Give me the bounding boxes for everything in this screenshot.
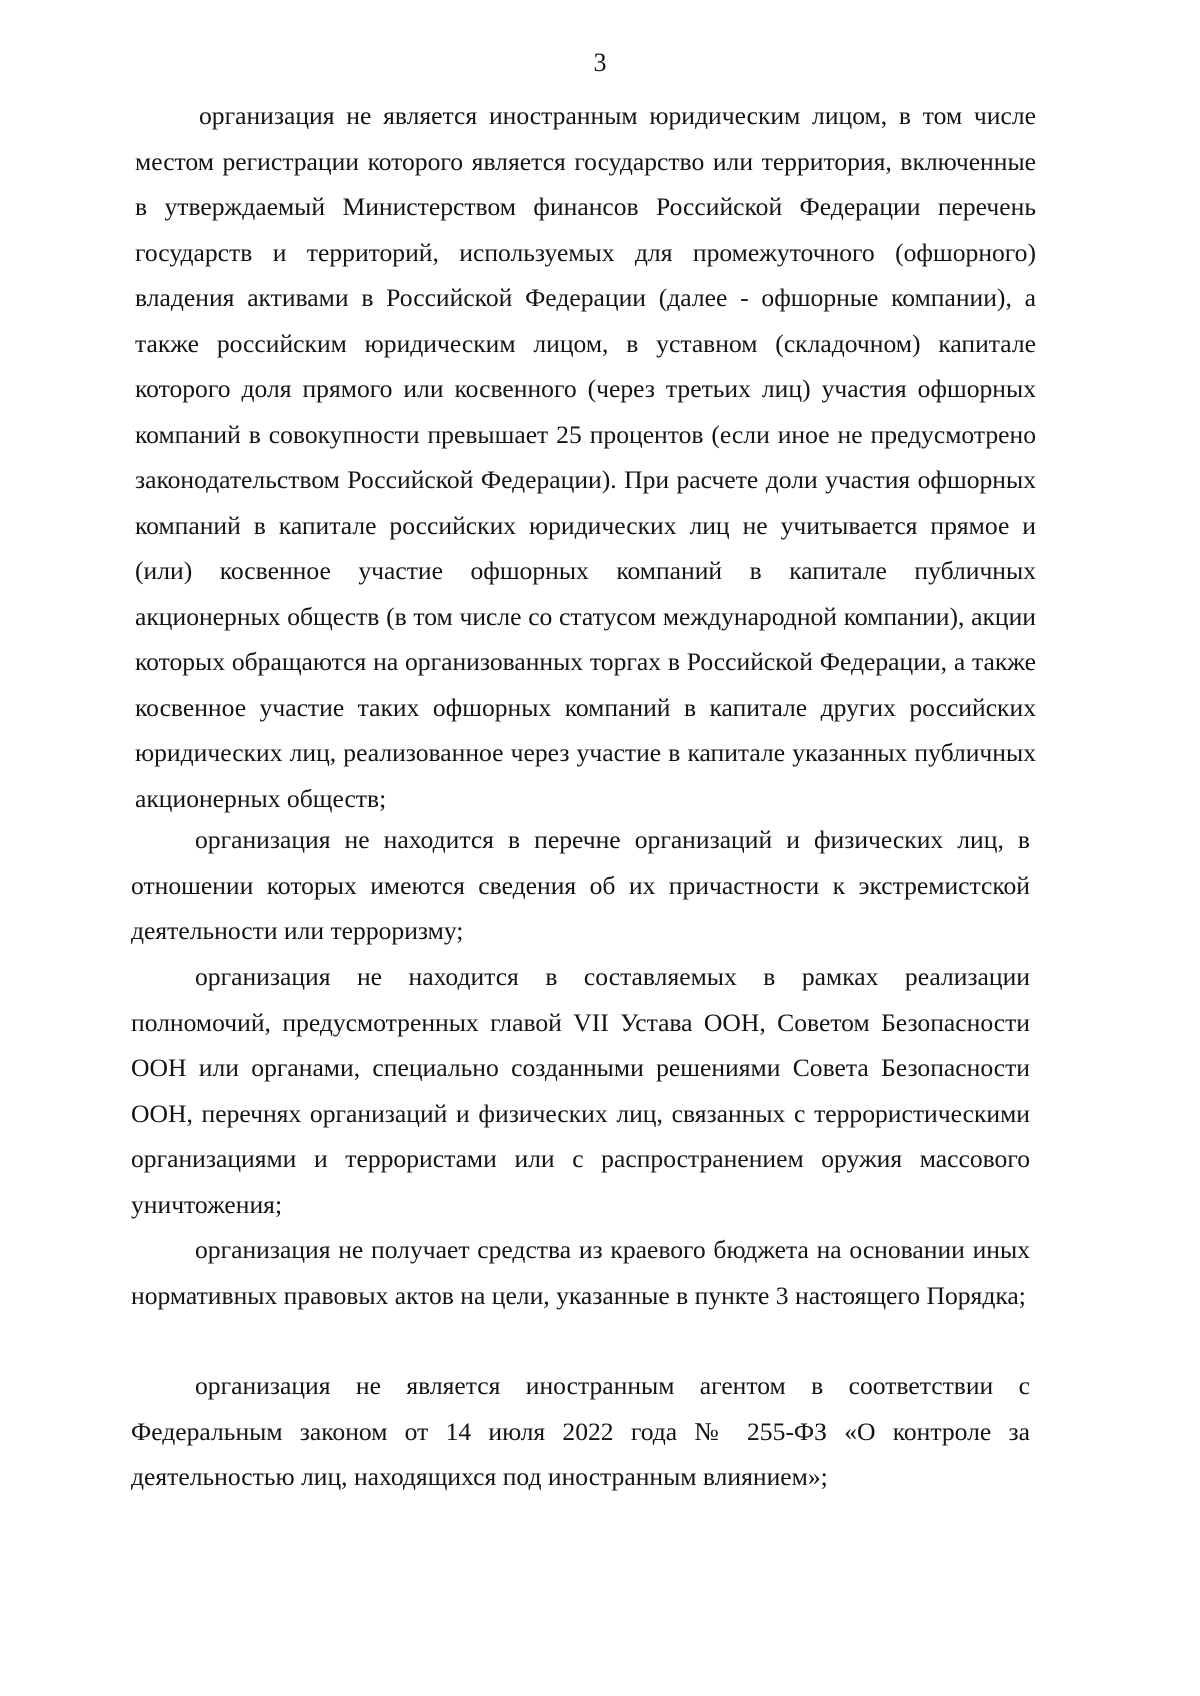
paragraph-regional-budget: организация не получает средства из краевого бюджета на основании иных нормативных правовых актов на цели, указанные в пункте 3 настоящего Порядка; xyxy=(131,1235,1030,1310)
paragraph-extremism-list: организация не находится в перечне организаций и физических лиц, в отношении которых имеются сведения об их причастности к экстремистской деятельности или терроризму; xyxy=(131,825,1030,945)
paragraph-un-sanctions-list: организация не находится в составляемых в рамках реализации полномочий, предусмотренных главой VII Устава ООН, Советом Безопасности ООН или органами, специально созданными решениями Совета Безопасности ООН, перечнях организаций и физических лиц, связанных с террористическими организациями и террористами или с распространением оружия массового уничтожения; xyxy=(131,962,1030,1219)
page-number: 3 xyxy=(593,48,607,77)
paragraph-offshore-companies: организация не является иностранным юридическим лицом, в том числе местом регистрации которого является государство или территория, включенные в утверждаемый Министерством финансов Российской Федерации перечень государств и территорий, используемых для промежуточного (офшорного) владения активами в Российской Федерации (далее - офшорные компании), а также российским юридическим лицом, в уставном (складочном) капитале которого доля прямого или косвенного (через третьих лиц) участия офшорных компаний в совокупности превышает 25 процентов (если иное не предусмотрено законодательством Российской Федерации). При расчете доли участия офшорных компаний в капитале российских юридических лиц не учитывается прямое и (или) косвенное участие офшорных компаний в капитале публичных акционерных обществ (в том числе со статусом международной компании), акции которых обращаются на организованных торгах в Российской Федерации, а также косвенное участие таких офшорных компаний в капитале других российских юридических лиц, реализованное через участие в капитале указанных публичных акционерных обществ; xyxy=(135,101,1036,813)
paragraph-foreign-agent: организация не является иностранным агентом в соответствии с Федеральным законом от 14 июля 2022 года № 255-ФЗ «О контроле за деятельностью лиц, находящихся под иностранным влиянием»; xyxy=(131,1371,1030,1491)
